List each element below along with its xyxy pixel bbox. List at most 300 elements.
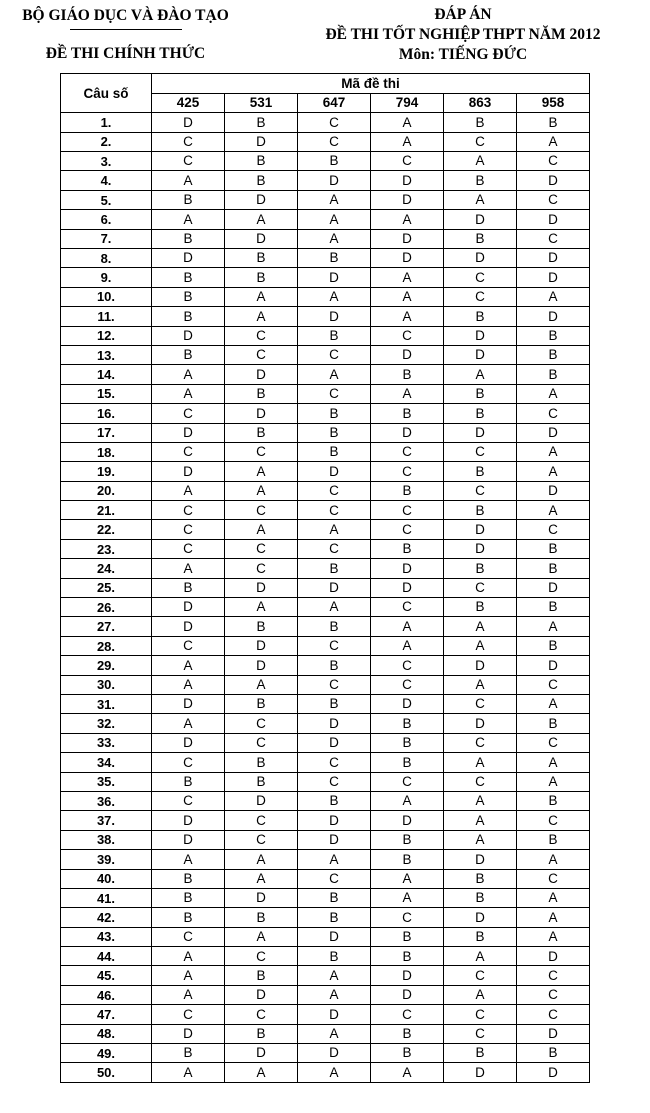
answer-cell: A xyxy=(152,714,225,733)
answer-cell: C xyxy=(444,1024,517,1043)
table-row xyxy=(61,307,590,326)
answer-cell: D xyxy=(517,268,590,287)
answer-cell: D xyxy=(298,927,371,946)
answer-cell: A xyxy=(152,985,225,1004)
question-number: 48. xyxy=(61,1024,152,1043)
answer-cell: D xyxy=(152,113,225,132)
answer-cell: D xyxy=(371,985,444,1004)
answer-cell: B xyxy=(517,830,590,849)
answer-cell: B xyxy=(298,249,371,268)
question-number: 11. xyxy=(61,307,152,326)
table-row xyxy=(61,694,590,713)
answer-cell: C xyxy=(298,345,371,364)
answer-cell: C xyxy=(152,132,225,151)
answer-cell: C xyxy=(298,539,371,558)
answer-cell: A xyxy=(298,598,371,617)
table-row xyxy=(61,927,590,946)
table-row xyxy=(61,462,590,481)
answer-cell: A xyxy=(517,501,590,520)
question-number: 35. xyxy=(61,772,152,791)
answer-cell: B xyxy=(225,694,298,713)
answer-cell: A xyxy=(371,132,444,151)
answer-cell: B xyxy=(444,927,517,946)
answer-cell: A xyxy=(444,985,517,1004)
table-row xyxy=(61,966,590,985)
answer-cell: A xyxy=(371,617,444,636)
answer-cell: C xyxy=(371,772,444,791)
answer-cell: C xyxy=(298,636,371,655)
answer-cell: C xyxy=(225,714,298,733)
question-number: 14. xyxy=(61,365,152,384)
answer-table-body xyxy=(61,113,590,1083)
table-row xyxy=(61,481,590,500)
question-number: 19. xyxy=(61,462,152,481)
answer-cell: B xyxy=(371,539,444,558)
answer-cell: C xyxy=(152,152,225,171)
answer-cell: A xyxy=(371,869,444,888)
answer-cell: C xyxy=(298,384,371,403)
exam-code-header: 531 xyxy=(225,93,298,112)
answer-cell: C xyxy=(152,404,225,423)
answer-cell: A xyxy=(517,384,590,403)
answer-cell: C xyxy=(444,268,517,287)
answer-cell: A xyxy=(152,675,225,694)
answer-cell: B xyxy=(444,888,517,907)
answer-cell: D xyxy=(517,578,590,597)
answer-cell: C xyxy=(444,694,517,713)
header-left xyxy=(8,5,243,63)
answer-cell: A xyxy=(517,850,590,869)
answer-cell: A xyxy=(371,287,444,306)
exam-code-header: 863 xyxy=(444,93,517,112)
answer-cell: B xyxy=(298,442,371,461)
answer-cell: C xyxy=(298,675,371,694)
answer-cell: A xyxy=(298,287,371,306)
ministry-name: BỘ GIÁO DỤC VÀ ĐÀO TẠO xyxy=(22,7,229,24)
answer-cell: B xyxy=(371,947,444,966)
answer-cell: B xyxy=(444,559,517,578)
answer-cell: A xyxy=(444,617,517,636)
answer-cell: B xyxy=(225,966,298,985)
answer-cell: B xyxy=(225,753,298,772)
answer-cell: D xyxy=(225,404,298,423)
answer-cell: D xyxy=(517,171,590,190)
answer-cell: C xyxy=(298,501,371,520)
answer-cell: C xyxy=(517,404,590,423)
answer-cell: D xyxy=(225,791,298,810)
table-row xyxy=(61,113,590,132)
table-row xyxy=(61,501,590,520)
answer-cell: D xyxy=(444,326,517,345)
answer-cell: B xyxy=(517,326,590,345)
question-number: 43. xyxy=(61,927,152,946)
answer-cell: D xyxy=(371,345,444,364)
answer-cell: A xyxy=(517,888,590,907)
answer-cell: D xyxy=(152,249,225,268)
exam-code-group-header: Mã đề thi xyxy=(152,74,590,93)
answer-cell: A xyxy=(152,559,225,578)
answer-cell: C xyxy=(517,675,590,694)
answer-cell: D xyxy=(225,229,298,248)
answer-cell: C xyxy=(152,501,225,520)
answer-cell: B xyxy=(371,365,444,384)
answer-cell: A xyxy=(298,229,371,248)
answer-cell: A xyxy=(371,1063,444,1082)
answer-cell: B xyxy=(444,171,517,190)
table-row xyxy=(61,617,590,636)
answer-cell: A xyxy=(444,830,517,849)
answer-cell: D xyxy=(225,985,298,1004)
question-number: 2. xyxy=(61,132,152,151)
answer-cell: C xyxy=(444,733,517,752)
answer-cell: A xyxy=(371,268,444,287)
answer-cell: C xyxy=(444,287,517,306)
question-number: 30. xyxy=(61,675,152,694)
answer-cell: C xyxy=(298,869,371,888)
question-number: 45. xyxy=(61,966,152,985)
table-row xyxy=(61,384,590,403)
answer-cell: B xyxy=(444,501,517,520)
answer-cell: B xyxy=(298,656,371,675)
question-number: 50. xyxy=(61,1063,152,1082)
answer-cell: A xyxy=(152,365,225,384)
answer-cell: D xyxy=(225,1044,298,1063)
answer-cell: B xyxy=(371,481,444,500)
table-row xyxy=(61,850,590,869)
answer-cell: A xyxy=(517,694,590,713)
answer-cell: B xyxy=(444,869,517,888)
table-row xyxy=(61,675,590,694)
answer-cell: C xyxy=(371,326,444,345)
answer-cell: A xyxy=(298,850,371,869)
question-number: 5. xyxy=(61,190,152,209)
answer-cell: A xyxy=(444,947,517,966)
answer-cell: D xyxy=(152,617,225,636)
answer-cell: A xyxy=(371,113,444,132)
answer-cell: D xyxy=(371,578,444,597)
question-number: 42. xyxy=(61,908,152,927)
answer-cell: B xyxy=(371,714,444,733)
answer-cell: C xyxy=(225,326,298,345)
question-number: 1. xyxy=(61,113,152,132)
answer-cell: D xyxy=(517,1024,590,1043)
question-number: 34. xyxy=(61,753,152,772)
answer-cell: D xyxy=(444,850,517,869)
table-row xyxy=(61,171,590,190)
table-row xyxy=(61,1024,590,1043)
answer-cell: A xyxy=(298,1024,371,1043)
question-number: 6. xyxy=(61,210,152,229)
table-row xyxy=(61,985,590,1004)
answer-cell: D xyxy=(371,423,444,442)
answer-cell: B xyxy=(444,404,517,423)
answer-cell: C xyxy=(371,442,444,461)
answer-cell: A xyxy=(225,869,298,888)
answer-cell: C xyxy=(152,636,225,655)
answer-cell: C xyxy=(152,753,225,772)
table-row xyxy=(61,404,590,423)
answer-cell: A xyxy=(225,1063,298,1082)
exam-code-header: 794 xyxy=(371,93,444,112)
answer-cell: A xyxy=(225,850,298,869)
answer-cell: D xyxy=(298,268,371,287)
answer-cell: C xyxy=(371,1005,444,1024)
answer-cell: B xyxy=(152,190,225,209)
answer-cell: A xyxy=(152,210,225,229)
table-row xyxy=(61,753,590,772)
answer-cell: B xyxy=(225,1024,298,1043)
answer-cell: D xyxy=(517,249,590,268)
question-number: 44. xyxy=(61,947,152,966)
question-number: 22. xyxy=(61,520,152,539)
answer-cell: C xyxy=(517,811,590,830)
answer-cell: B xyxy=(225,772,298,791)
table-row xyxy=(61,1005,590,1024)
answer-cell: B xyxy=(371,1024,444,1043)
answer-cell: C xyxy=(298,113,371,132)
table-row xyxy=(61,287,590,306)
answer-cell: D xyxy=(517,423,590,442)
table-row xyxy=(61,326,590,345)
answer-cell: D xyxy=(298,830,371,849)
answer-cell: B xyxy=(371,850,444,869)
answer-cell: C xyxy=(517,869,590,888)
table-row xyxy=(61,1063,590,1082)
answer-cell: C xyxy=(444,442,517,461)
answer-cell: B xyxy=(225,113,298,132)
answer-cell: A xyxy=(371,791,444,810)
answer-cell: C xyxy=(225,830,298,849)
answer-cell: A xyxy=(298,1063,371,1082)
table-row xyxy=(61,1044,590,1063)
table-row xyxy=(61,733,590,752)
answer-cell: A xyxy=(371,888,444,907)
answer-cell: D xyxy=(444,520,517,539)
answer-cell: A xyxy=(444,365,517,384)
answer-cell: A xyxy=(152,1063,225,1082)
answer-cell: A xyxy=(225,210,298,229)
answer-cell: B xyxy=(517,598,590,617)
answer-cell: A xyxy=(225,481,298,500)
answer-cell: A xyxy=(517,462,590,481)
answer-cell: C xyxy=(444,578,517,597)
answer-cell: B xyxy=(152,772,225,791)
answer-cell: C xyxy=(225,1005,298,1024)
answer-cell: A xyxy=(517,753,590,772)
answer-cell: B xyxy=(298,908,371,927)
table-row xyxy=(61,947,590,966)
answer-cell: D xyxy=(444,539,517,558)
answer-cell: C xyxy=(371,675,444,694)
answer-cell: B xyxy=(371,927,444,946)
answer-cell: D xyxy=(371,694,444,713)
table-row xyxy=(61,830,590,849)
table-row xyxy=(61,152,590,171)
subject-title: Môn: TIẾNG ĐỨC xyxy=(398,45,528,63)
answer-cell: D xyxy=(371,249,444,268)
table-row xyxy=(61,210,590,229)
answer-cell: A xyxy=(225,520,298,539)
answer-cell: D xyxy=(371,966,444,985)
question-number: 8. xyxy=(61,249,152,268)
table-row xyxy=(61,656,590,675)
answer-cell: B xyxy=(444,113,517,132)
answer-cell: A xyxy=(298,365,371,384)
question-number: 15. xyxy=(61,384,152,403)
answer-cell: A xyxy=(444,753,517,772)
answer-cell: B xyxy=(225,908,298,927)
table-row xyxy=(61,578,590,597)
header-right xyxy=(288,5,638,64)
answer-cell: B xyxy=(152,888,225,907)
answer-cell: A xyxy=(298,520,371,539)
answer-cell: A xyxy=(298,966,371,985)
answer-cell: D xyxy=(371,229,444,248)
exam-code-header: 425 xyxy=(152,93,225,112)
question-number: 33. xyxy=(61,733,152,752)
answer-cell: D xyxy=(371,171,444,190)
answer-cell: D xyxy=(152,462,225,481)
answer-cell: D xyxy=(371,559,444,578)
answer-cell: B xyxy=(225,171,298,190)
answer-cell: B xyxy=(298,947,371,966)
answer-cell: A xyxy=(225,598,298,617)
table-row xyxy=(61,539,590,558)
answer-cell: C xyxy=(225,559,298,578)
answer-cell: C xyxy=(517,152,590,171)
answer-cell: B xyxy=(298,423,371,442)
answer-cell: B xyxy=(444,598,517,617)
answer-cell: B xyxy=(298,559,371,578)
answer-cell: B xyxy=(517,791,590,810)
question-number: 38. xyxy=(61,830,152,849)
question-number: 32. xyxy=(61,714,152,733)
answer-cell: D xyxy=(517,656,590,675)
answer-cell: B xyxy=(517,636,590,655)
table-row xyxy=(61,345,590,364)
answer-cell: D xyxy=(298,462,371,481)
table-row xyxy=(61,869,590,888)
answer-cell: A xyxy=(371,384,444,403)
answer-cell: C xyxy=(517,733,590,752)
answer-cell: B xyxy=(298,694,371,713)
question-number: 10. xyxy=(61,287,152,306)
answer-cell: A xyxy=(517,442,590,461)
answer-cell: C xyxy=(225,442,298,461)
question-number: 7. xyxy=(61,229,152,248)
answer-cell: D xyxy=(444,249,517,268)
table-row xyxy=(61,520,590,539)
question-number: 17. xyxy=(61,423,152,442)
answer-cell: C xyxy=(152,442,225,461)
answer-cell: D xyxy=(152,1024,225,1043)
answer-cell: B xyxy=(152,908,225,927)
answer-cell: D xyxy=(444,656,517,675)
answer-cell: D xyxy=(444,908,517,927)
question-number: 36. xyxy=(61,791,152,810)
answer-cell: D xyxy=(225,578,298,597)
answer-cell: C xyxy=(298,481,371,500)
table-row xyxy=(61,190,590,209)
answer-cell: C xyxy=(371,656,444,675)
answer-cell: A xyxy=(225,287,298,306)
answer-cell: D xyxy=(371,811,444,830)
answer-cell: B xyxy=(152,345,225,364)
answer-cell: B xyxy=(371,1044,444,1063)
table-row xyxy=(61,559,590,578)
answer-cell: A xyxy=(517,287,590,306)
table-row xyxy=(61,791,590,810)
answer-cell: C xyxy=(517,985,590,1004)
answer-cell: C xyxy=(152,520,225,539)
answer-cell: C xyxy=(444,1005,517,1024)
answer-table-head xyxy=(61,74,590,113)
question-number: 9. xyxy=(61,268,152,287)
answer-cell: B xyxy=(298,404,371,423)
table-row xyxy=(61,888,590,907)
answer-cell: C xyxy=(152,927,225,946)
answer-cell: A xyxy=(444,190,517,209)
answer-cell: D xyxy=(298,171,371,190)
question-number: 28. xyxy=(61,636,152,655)
answer-cell: C xyxy=(517,190,590,209)
question-number: 41. xyxy=(61,888,152,907)
answer-cell: C xyxy=(225,345,298,364)
table-row xyxy=(61,598,590,617)
answer-cell: A xyxy=(444,675,517,694)
official-exam-label: ĐỀ THI CHÍNH THỨC xyxy=(45,45,206,62)
answer-cell: D xyxy=(298,1044,371,1063)
answer-cell: B xyxy=(517,365,590,384)
answer-cell: D xyxy=(444,714,517,733)
answer-cell: B xyxy=(444,462,517,481)
answer-cell: A xyxy=(517,927,590,946)
answer-cell: B xyxy=(298,791,371,810)
answer-cell: D xyxy=(225,132,298,151)
answer-cell: B xyxy=(225,423,298,442)
answer-cell: B xyxy=(444,307,517,326)
answer-cell: B xyxy=(517,559,590,578)
answer-cell: A xyxy=(517,772,590,791)
answer-cell: B xyxy=(152,268,225,287)
answer-cell: A xyxy=(152,947,225,966)
question-number: 37. xyxy=(61,811,152,830)
answer-cell: A xyxy=(371,210,444,229)
answer-cell: C xyxy=(298,753,371,772)
answer-cell: A xyxy=(225,675,298,694)
answer-cell: D xyxy=(517,307,590,326)
question-number: 3. xyxy=(61,152,152,171)
answer-cell: A xyxy=(298,210,371,229)
answer-cell: A xyxy=(225,927,298,946)
answer-cell: A xyxy=(152,481,225,500)
table-row xyxy=(61,423,590,442)
answer-cell: C xyxy=(152,791,225,810)
question-number: 25. xyxy=(61,578,152,597)
answer-cell: B xyxy=(152,1044,225,1063)
ministry-underline xyxy=(70,29,182,30)
answer-cell: D xyxy=(152,423,225,442)
document-header xyxy=(0,0,650,64)
answer-cell: D xyxy=(152,694,225,713)
question-number: 24. xyxy=(61,559,152,578)
question-number: 4. xyxy=(61,171,152,190)
answer-cell: A xyxy=(152,656,225,675)
answer-cell: D xyxy=(152,598,225,617)
question-number: 27. xyxy=(61,617,152,636)
question-number: 49. xyxy=(61,1044,152,1063)
table-row xyxy=(61,132,590,151)
